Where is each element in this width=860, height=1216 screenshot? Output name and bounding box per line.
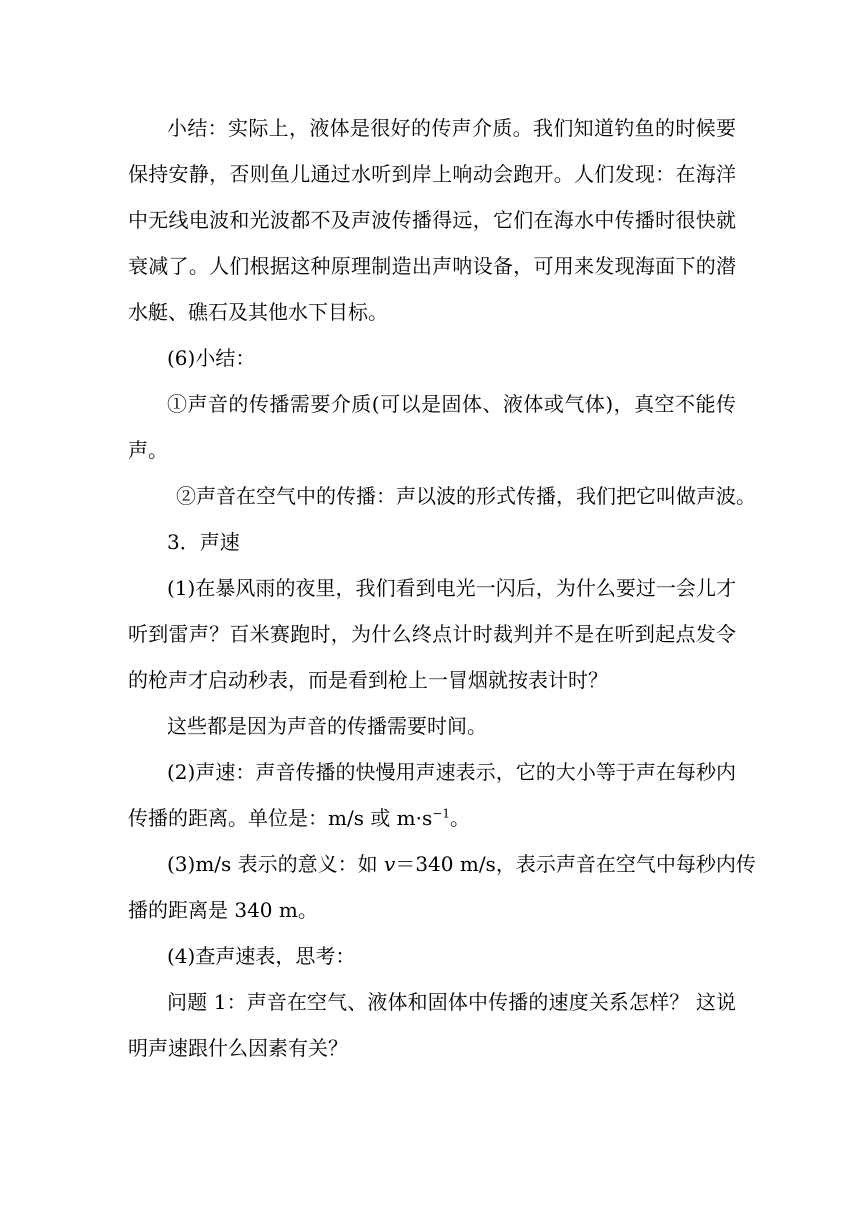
summary-line-3: 中无线电波和光波都不及声波传播得远，它们在海水中传播时很快就 [128,208,736,232]
section-3-heading: 3．声速 [167,530,240,554]
sound-speed-line-1: (2)声速：声音传播的快慢用声速表示，它的大小等于声在每秒内 [167,760,736,784]
unit-end: 。 [449,806,470,830]
summary-line-4: 衰减了。人们根据这种原理制造出声呐设备，可用来发现海面下的潜 [128,254,736,278]
question-line-1: 问题 1：声音在空气、液体和固体中传播的速度关系怎样？ 这说 [167,990,736,1014]
question-1-line-2: 听到雷声？百米赛跑时，为什么终点计时裁判并不是在听到起点发令 [128,622,736,646]
subsection-6-heading: (6)小结： [167,346,256,370]
question-1-line-3: 的枪声才启动秒表，而是看到枪上一冒烟就按表计时？ [128,668,608,692]
subsection-4-heading: (4)查声速表，思考： [167,944,356,968]
unit-exponent: −1 [432,806,450,821]
unit-text: 传播的距离。单位是：m/s 或 m·s [128,806,433,830]
summary-line-1: 小结：实际上，液体是很好的传声介质。我们知道钓鱼的时候要 [167,116,736,140]
meaning-text-end: ＝340 m/s，表示声音在空气中每秒内传 [395,852,756,876]
meaning-line-2: 播的距离是 340 m。 [128,898,318,922]
sound-speed-line-2 [128,795,470,841]
meaning-line-1 [167,841,756,887]
point-1-line-1: ①声音的传播需要介质(可以是固体、液体或气体)，真空不能传 [167,392,736,416]
velocity-variable: v [384,852,396,876]
point-2: ②声音在空气中的传播：声以波的形式传播，我们把它叫做声波。 [176,484,756,508]
question-line-2: 明声速跟什么因素有关？ [128,1036,348,1060]
summary-line-2: 保持安静，否则鱼儿通过水听到岸上响动会跑开。人们发现：在海洋 [128,162,736,186]
summary-line-5: 水艇、礁石及其他水下目标。 [128,300,388,324]
point-1-line-2: 声。 [128,438,168,462]
meaning-text-start: (3)m/s 表示的意义：如 [167,852,385,876]
question-1-line-1: (1)在暴风雨的夜里，我们看到电光一闪后，为什么要过一会儿才 [167,576,736,600]
reason-text: 这些都是因为声音的传播需要时间。 [167,714,487,738]
